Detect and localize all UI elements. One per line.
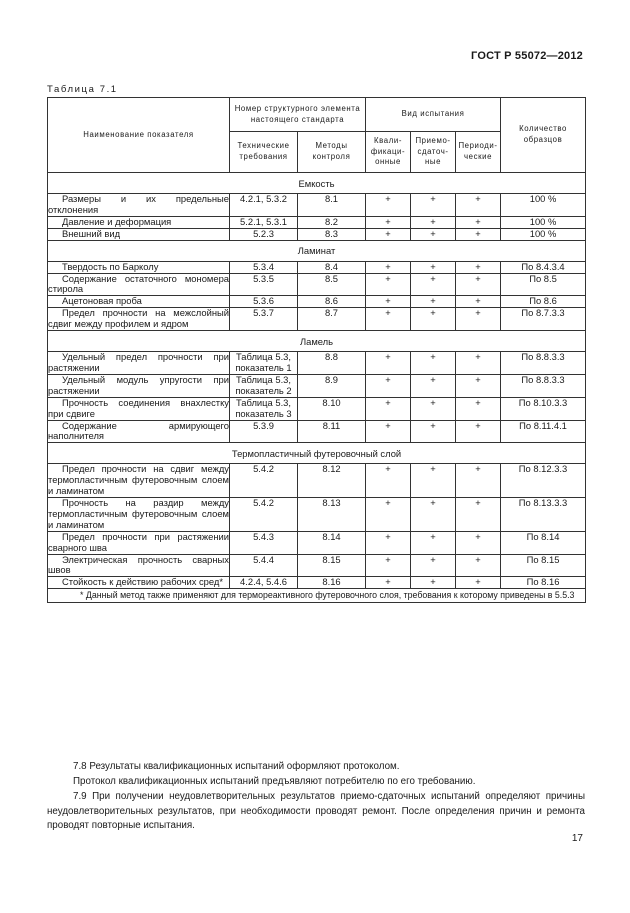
periodic-mark: + [456,554,501,577]
control-method: 8.12 [298,464,366,498]
tech-requirements: 5.4.4 [230,554,298,577]
acceptance-mark: + [411,273,456,296]
periodic-mark: + [456,397,501,420]
table-row [48,194,586,217]
tech-requirements: 5.4.2 [230,498,298,532]
table-row [48,554,586,577]
col-group-ref-header: Номер структурного элемента настоящего стандарта [230,98,366,132]
tech-requirements: 5.3.9 [230,420,298,443]
periodic-mark: + [456,531,501,554]
indicator-name-text: Размеры и их предельные отклонения [48,193,229,215]
periodic-mark: + [456,261,501,273]
section-title: Термопластичный футеровочный слой [48,443,586,464]
indicator-name-text: Содержание остаточного мономера стирола [48,272,229,295]
qualification-mark: + [366,194,411,217]
indicator-name [48,420,230,443]
tech-requirements: Таблица 5.3, показатель 1 [230,352,298,375]
acceptance-mark: + [411,577,456,589]
control-method: 8.14 [298,531,366,554]
sample-count: По 8.4.3.4 [501,261,586,273]
indicator-name [48,577,230,589]
control-method: 8.15 [298,554,366,577]
acceptance-mark: + [411,464,456,498]
indicator-name-text: Прочность соединения внахлестку при сдвиге [48,396,229,419]
sample-count: По 8.8.3.3 [501,374,586,397]
tech-requirements: 4.2.1, 5.3.2 [230,194,298,217]
acceptance-mark: + [411,498,456,532]
control-method: 8.6 [298,296,366,308]
indicator-name-text: Давление и деформация [62,215,172,227]
table-label: Таблица 7.1 [47,84,118,95]
tech-requirements: Таблица 5.3, показатель 2 [230,374,298,397]
periodic-mark: + [456,273,501,296]
acceptance-mark: + [411,554,456,577]
sample-count: По 8.12.3.3 [501,464,586,498]
control-method: 8.5 [298,273,366,296]
acceptance-mark: + [411,216,456,228]
indicator-name-text: Электрическая прочность сварных швов [48,553,229,576]
indicator-name-text: Ацетоновая проба [62,295,142,307]
indicator-name-text: Предел прочности при растяжении сварного шва [48,530,229,553]
acceptance-mark: + [411,374,456,397]
periodic-mark: + [456,420,501,443]
acceptance-mark: + [411,531,456,554]
sample-count: По 8.7.3.3 [501,308,586,331]
periodic-mark: + [456,296,501,308]
paragraph-protocol: Протокол квалификационных испытаний предъявляют потребителю по его требованию. [73,776,476,787]
periodic-mark: + [456,374,501,397]
qualification-mark: + [366,420,411,443]
section-row [48,173,586,194]
qualification-mark: + [366,374,411,397]
qualification-mark: + [366,577,411,589]
control-method: 8.8 [298,352,366,375]
sample-count: По 8.15 [501,554,586,577]
table-body [48,173,586,603]
col-periodic-header: Периоди-ческие [456,132,501,173]
table-row [48,577,586,589]
table-footnote [48,589,586,603]
indicator-name [48,374,230,397]
periodic-mark: + [456,194,501,217]
qualification-mark: + [366,554,411,577]
indicator-name-text: Содержание армирующего наполнителя [48,419,229,442]
tech-requirements: 5.3.6 [230,296,298,308]
table-row [48,273,586,296]
table-row [48,397,586,420]
acceptance-mark: + [411,308,456,331]
indicator-name-text: Удельный предел прочности при растяжении [48,351,229,373]
indicator-name-text: Предел прочности на межслойный сдвиг между профилем и ядром [48,307,229,330]
section-title: Ламель [48,331,586,352]
qualification-mark: + [366,352,411,375]
control-method: 8.2 [298,216,366,228]
periodic-mark: + [456,308,501,331]
indicator-name [48,194,230,217]
section-title: Емкость [48,173,586,194]
indicator-name [48,261,230,273]
control-method: 8.1 [298,194,366,217]
sample-count: По 8.13.3.3 [501,498,586,532]
table-row [48,308,586,331]
indicator-name-text: Внешний вид [62,227,121,239]
qualification-mark: + [366,261,411,273]
indicator-name [48,464,230,498]
table-row [48,374,586,397]
acceptance-mark: + [411,261,456,273]
tech-requirements: 5.2.3 [230,228,298,240]
qualification-mark: + [366,531,411,554]
periodic-mark: + [456,577,501,589]
sample-count: По 8.16 [501,577,586,589]
control-method: 8.11 [298,420,366,443]
table-row [48,531,586,554]
footnote-text: * Данный метод также применяют для термореактивного футеровочного слоя, требования к которому приведены в 5.5.3 [80,590,575,601]
qualification-mark: + [366,308,411,331]
periodic-mark: + [456,464,501,498]
qualification-mark: + [366,498,411,532]
qualification-mark: + [366,296,411,308]
sample-count: По 8.5 [501,273,586,296]
qualification-mark: + [366,216,411,228]
qualification-mark: + [366,397,411,420]
test-table [47,97,586,603]
sample-count: По 8.11.4.1 [501,420,586,443]
indicator-name [48,554,230,577]
control-method: 8.16 [298,577,366,589]
sample-count: По 8.10.3.3 [501,397,586,420]
section-row [48,331,586,352]
col-tech-header: Технические требования [230,132,298,173]
indicator-name [48,273,230,296]
sample-count: 100 % [501,194,586,217]
col-group-type-header: Вид испытания [366,98,501,132]
section-row [48,443,586,464]
indicator-name [48,296,230,308]
indicator-name-text: Удельный модуль упругости при растяжении [48,373,229,396]
sample-count: По 8.8.3.3 [501,352,586,375]
sample-count: 100 % [501,216,586,228]
indicator-name [48,352,230,375]
acceptance-mark: + [411,296,456,308]
standard-designation: ГОСТ Р 55072—2012 [471,50,583,62]
tech-requirements: 4.2.4, 5.4.6 [230,577,298,589]
table-row [48,498,586,532]
control-method: 8.4 [298,261,366,273]
indicator-name-text: Прочность на раздир между термопластичным футеровочным слоем и ламинатом [48,497,229,530]
acceptance-mark: + [411,420,456,443]
paragraph-7-9: 7.9 При получении неудовлетворительных результатов приемо-сдаточных испытаний определяют причины неудовлетворительных результатов, при необходимости проводят ремонт. После определения причин и ремонта проводят повторные испытания. [47,791,585,832]
sample-count: По 8.6 [501,296,586,308]
control-method: 8.13 [298,498,366,532]
control-method: 8.9 [298,374,366,397]
indicator-name [48,216,230,228]
qualification-mark: + [366,273,411,296]
table-row [48,216,586,228]
tech-requirements: 5.3.7 [230,308,298,331]
table-row [48,464,586,498]
acceptance-mark: + [411,194,456,217]
indicator-name-text: Предел прочности на сдвиг между термопластичным футеровочным слоем и ламинатом [48,463,229,497]
tech-requirements: 5.4.2 [230,464,298,498]
section-row [48,240,586,261]
tech-requirements: 5.4.3 [230,531,298,554]
col-name-header: Наименование показателя [48,98,230,173]
indicator-name [48,397,230,420]
control-method: 8.3 [298,228,366,240]
col-qual-header: Квали-фикаци-онные [366,132,411,173]
col-methods-header: Методы контроля [298,132,366,173]
acceptance-mark: + [411,352,456,375]
page-number: 17 [571,833,583,844]
table-row [48,352,586,375]
qualification-mark: + [366,228,411,240]
acceptance-mark: + [411,397,456,420]
indicator-name [48,531,230,554]
footnote-row [48,589,586,603]
indicator-name-text: Стойкость к действию рабочих сред* [62,576,224,588]
acceptance-mark: + [411,228,456,240]
sample-count: 100 % [501,228,586,240]
indicator-name [48,308,230,331]
section-title: Ламинат [48,240,586,261]
tech-requirements: 5.3.5 [230,273,298,296]
tech-requirements: 5.3.4 [230,261,298,273]
table-row [48,228,586,240]
indicator-name [48,498,230,532]
paragraph-7-8: 7.8 Результаты квалификационных испытаний оформляют протоколом. [73,761,400,772]
periodic-mark: + [456,228,501,240]
control-method: 8.7 [298,308,366,331]
table-row [48,420,586,443]
periodic-mark: + [456,216,501,228]
tech-requirements: 5.2.1, 5.3.1 [230,216,298,228]
control-method: 8.10 [298,397,366,420]
table-row [48,261,586,273]
periodic-mark: + [456,498,501,532]
qualification-mark: + [366,464,411,498]
col-accept-header: Приемо-сдаточ-ные [411,132,456,173]
indicator-name-text: Твердость по Барколу [62,260,159,272]
indicator-name [48,228,230,240]
sample-count: По 8.14 [501,531,586,554]
periodic-mark: + [456,352,501,375]
col-count-header: Количество образцов [501,98,586,173]
tech-requirements: Таблица 5.3, показатель 3 [230,397,298,420]
table-row [48,296,586,308]
